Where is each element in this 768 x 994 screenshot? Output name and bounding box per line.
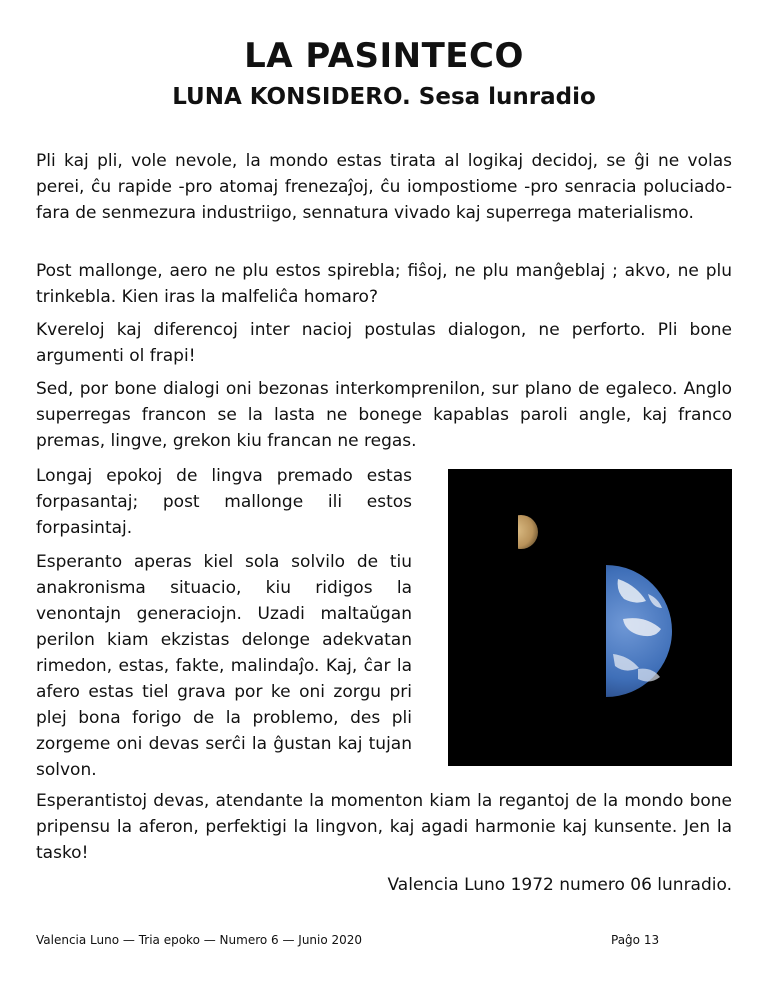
footer-publication: Valencia Luno — Tria epoko — Numero 6 — Junio 2020	[36, 933, 363, 947]
paragraph-3: Kvereloj kaj diferencoj inter nacioj postulas dialogon, ne perforto. Pli bone argumenti ol frapi!	[36, 320, 732, 366]
page-title: LA PASINTECO	[244, 36, 524, 76]
paragraph-2: Post mallonge, aero ne plu estos spirebla; fiŝoj, ne plu manĝeblaj ; akvo, ne plu trinkebla. Kien iras la malfeliĉa homaro?	[36, 261, 732, 307]
page-subtitle: LUNA KONSIDERO. Sesa lunradio	[172, 84, 596, 110]
article-signature: Valencia Luno 1972 numero 06 lunradio.	[387, 875, 732, 895]
paragraph-6: Esperanto aperas kiel sola solvilo de tiu anakronisma situacio, kiu ridigos la venontajn generaciojn. Uzadi maltaŭgan perilon kiam ekzistas delonge adekvatan rimedon, estas, fakte, malindaĵo. Kaj, ĉar la afero estas tiel grava por ke oni zorgu pri plej bona forigo de la problemo, des pli zorgeme oni devas serĉi la ĝustan kaj tujan solvon.	[36, 552, 412, 780]
paragraph-7: Esperantistoj devas, atendante la momenton kiam la regantoj de la mondo bone pripensu la aferon, perfektigi la lingvon, kaj agadi harmonie kaj kunsente. Jen la tasko!	[36, 791, 732, 863]
footer-page-number: Paĝo 13	[611, 933, 660, 947]
paragraph-5: Longaj epokoj de lingva premado estas forpasantaj; post mallonge ili estos forpasintaj.	[36, 466, 412, 538]
paragraph-1: Pli kaj pli, vole nevole, la mondo estas tirata al logikaj decidoj, se ĝi ne volas perei, ĉu rapide -pro atomaj frenezaĵoj, ĉu iompostiome -pro senracia poluciado- fara de senmezura industriigo, sennatura vivado kaj superrega materialismo.	[36, 151, 732, 223]
earth-and-moon-photo	[448, 469, 732, 766]
earth-and-moon-image	[448, 469, 732, 766]
paragraph-4: Sed, por bone dialogi oni bezonas interkomprenilon, sur plano de egaleco. Anglo superregas francon se la lasta ne bonege kapablas paroli angle, kaj franco premas, lingve, grekon kiu francan ne regas.	[36, 379, 732, 451]
